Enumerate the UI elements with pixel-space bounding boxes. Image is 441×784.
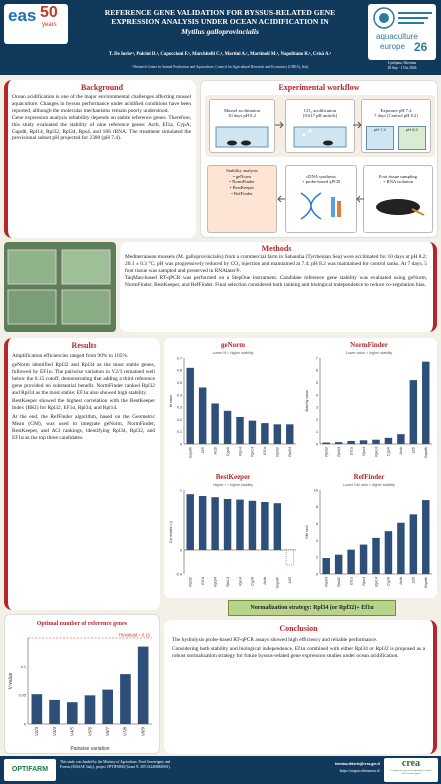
bar [249,421,256,444]
x-tick-label: V5/6 [87,727,93,737]
x-tick-label: Ef1a [200,577,205,585]
bar [322,558,329,574]
title-line-2: EXPRESSION ANALYSIS UNDER OCEAN ACIDIFICATION IN [111,17,329,27]
bar [236,417,243,444]
co2-tank-icon [290,125,350,149]
chart-title: Optimal number of reference genes [36,621,128,627]
bar [102,690,113,724]
crea-logo-sub: Consiglio per la ricerca in agricoltura e l'analisi dell'economia agraria [390,770,432,775]
stability-item-normfinder: • NormFinder [229,179,255,185]
y-axis-label: V-value [8,672,14,690]
bar [120,674,131,724]
y-tick-label: 0.3 [176,405,182,410]
x-tick-label: Ef1a [263,447,268,455]
y-axis-label: GM rank [305,525,309,539]
bestkeeper-chart [166,470,300,596]
y-tick-label: 6 [315,368,318,373]
bar [385,438,392,444]
y-axis-label: Correlation (r) [169,520,173,544]
bar [335,442,342,444]
x-tick-label: CypA [386,577,391,587]
affiliation: ¹ Research Centre in Animal Production and Aquaculture, Council for Agricultural Research and Economics (CREA), Italy [131,65,309,69]
x-tick-label: Actb [263,577,268,585]
bar [224,499,231,550]
background-paragraph-1: Ocean acidification is one of the major environmental challenges affecting mussel aquaculture. Changes in byssus performance under acidified conditions have been reported, although the molecular mechanisms remain poorly understood. [12,94,191,114]
x-axis-label: Pairwise variation [70,746,110,752]
bar [360,545,367,574]
tank-ph82: pH 8.2 [398,126,426,150]
x-tick-label: Rps4 [238,577,243,586]
aquaculture-europe-logo [368,4,436,60]
arrow-right-icon [275,121,285,129]
crea-logo-text: crea [401,758,421,769]
bar [410,514,417,574]
y-tick-label: 0.4 [176,393,182,398]
x-tick-label: Rpl32 [324,447,329,457]
workflow-step-exposure [361,99,431,153]
sampling-text: Foot tissue sampling + RNA isolation [378,173,418,185]
conclusion-paragraph-1: The hydrolysis probe-based RT-qPCR assays showed high efficiency and reliable performance. [172,637,378,643]
funding-note: This study was funded by the Ministry of Agriculture, Food Sovereignty and Forests (MASAF, Italy), project OPTIFARM (Grant N. 20T1A2400000001). [60,760,171,769]
arrow-left-icon [277,195,285,203]
conclusion-panel [164,620,437,754]
y-tick-label: 10 [313,488,318,493]
y-tick-label: 3 [315,405,318,410]
optifarm-logo: OPTIFARM [4,759,56,781]
bar [261,502,268,550]
y-axis-label: Stability value [305,389,309,413]
bar [286,550,293,565]
chart-title: BestKeeper [215,473,251,481]
x-tick-label: 18S [411,577,416,584]
y-tick-label: 0 [179,548,182,553]
x-tick-label: Rpl14 [374,577,379,587]
y-tick-label: 7 [315,356,318,361]
bar [138,647,149,724]
y-tick-label: 8 [315,505,318,510]
x-tick-label: Actb [399,577,404,585]
bar [397,523,404,574]
venue-dates: 28 Sep - 1 Oct 2026 [387,65,417,70]
contact-email[interactable]: teresina.deiorio@crea.gov.it [334,762,380,766]
reffinder-chart [302,470,436,596]
bar [385,531,392,574]
results-panel [4,338,160,610]
y-tick-label: 2 [315,417,318,422]
bar [211,403,218,444]
aquarium-photo-icon [4,242,116,332]
x-tick-label: CypA [386,447,391,457]
x-tick-label: Rpl34 [213,577,218,587]
bar [85,695,96,724]
venue-place: Ljubljana, Slovenia [387,61,417,65]
x-tick-label: Rpl34 [324,577,329,587]
y-tick-label: 1 [179,488,182,493]
footer-contacts [270,762,380,773]
x-tick-label: Rps4 [361,577,366,586]
tank-ph74: pH 7.4 [366,126,394,150]
y-tick-label: 5 [315,380,318,385]
bar [372,440,379,444]
stability-title: Stability analysis [226,168,258,173]
workflow-step-acclimation [209,99,275,153]
x-tick-label: Ef1a [349,577,354,585]
venue [370,61,434,70]
y-tick-label: 0.7 [176,356,182,361]
crea-logo [384,758,438,782]
authors: T. De Iorio¹², Pulcini D.¹, Capoccioni F.¹, Marchitelli C.¹, Martini A.¹, Martinoli M.¹, Napolitano R.¹, Crisà A.¹ [108,52,332,57]
bar [322,443,329,444]
bar [335,555,342,574]
bar [410,380,417,444]
x-tick-label: 18S [200,447,205,454]
x-tick-label: Gapdh [275,577,280,589]
arrow-left-icon [356,195,364,203]
y-tick-label: 4 [315,393,318,398]
x-tick-label: V4/5 [69,727,75,737]
eas-logo-text: eas [8,6,37,25]
x-tick-label: CypA [225,447,230,457]
y-tick-label: 1 [315,430,318,435]
x-tick-label: V6/7 [105,727,111,737]
x-tick-label: Rpl14 [250,447,255,457]
x-tick-label: Rpl32 [275,447,280,457]
workflow-step-sampling [363,165,433,233]
contact-url[interactable]: https://acquacolturacrea.it/ [339,769,380,773]
methods-panel [120,242,437,332]
bar [347,441,354,444]
chart-subtitle: Lower M = higher stability [212,351,254,355]
chart-subtitle: Lower GM rank = higher stability [343,483,395,487]
x-tick-label: Rpl14 [225,577,230,587]
threshold-label: Threshold = 0.15 [118,632,150,638]
x-tick-label: Rpl32 [188,577,193,587]
x-tick-label: Rpl32 [336,577,341,587]
workflow-step-acclimation-text: Mussel acclimation 10 days pH 8.2 [224,107,260,119]
y-tick-label: 0 [179,442,182,447]
x-tick-label: Rpl34 [288,447,293,457]
chart-subtitle: Lower value = higher stability [345,351,393,355]
bar [360,440,367,444]
x-tick-label: 18S [411,447,416,454]
x-tick-label: Rps4 [238,447,243,456]
workflow-step-exposure-text: Exposure pH 7.4 7 days [Control pH 8.2] [374,107,418,119]
y-tick-label: 0.6 [176,368,182,373]
y-tick-label: 0.1 [176,430,182,435]
eas-logo [4,4,68,44]
pairwise-variation-chart [6,616,158,752]
genorm-chart [166,338,300,468]
normfinder-chart [302,338,436,468]
y-tick-label: -0.4 [175,572,182,577]
conclusion-paragraph-2: Considering both stability and biological independence, Ef1α combined with either Rpl34 or Rpl32 is proposed as a robust normalization strategy for future byssus-related gene expression studies under ocean acidification. [172,645,425,659]
x-tick-label: Gapdh [424,577,429,589]
y-tick-label: 0.2 [176,417,182,422]
ae-logo-line1: aquaculture [376,32,418,41]
y-tick-label: 0.5 [176,380,182,385]
chart-title: RefFinder [353,473,385,481]
stability-item-genorm: • geNorm [233,173,251,179]
results-paragraph-1: Amplification efficiencies ranged from 90% to 105%. [12,353,129,359]
bar [236,500,243,550]
x-tick-label: V2/3 [34,727,40,737]
bar [211,497,218,550]
tank-photo [4,242,116,332]
bar [199,387,206,444]
workflow-step-stability [207,165,277,233]
stability-item-bestkeeper: • BestKeeper [229,185,255,191]
conference-seal-icon [370,6,434,30]
workflow-title: Experimental workflow [278,83,360,92]
y-axis-label: M value [169,394,173,408]
x-tick-label: Ef1a [349,447,354,455]
y-tick-label: 0.05 [18,693,26,698]
x-tick-label: Rpl34 [336,447,341,457]
bar [422,500,429,574]
chart-title: NormFinder [350,341,388,349]
bar [274,503,281,550]
normalization-strategy: Normalization strategy: Rpl34 (or Rpl32)+ Ef1α [228,600,396,616]
background-paragraph-2: Gene expression analysis reliability depends on stable reference genes. Therefore, this study evaluated the stability of nine reference genes: Actb, Ef1a, CypA, Gapdh, Rpl14, Rpl32, Rpl34, Rps4, and 18S rRNA. The treatment simulated the provisional subset pH projected for 2300 (pH 7.4). [12,114,191,142]
y-tick-label: 4 [315,538,318,543]
x-tick-label: Actb [213,447,218,455]
title-species: Mytilus galloprovincialis [181,26,259,36]
background-title: Background [80,83,124,92]
x-tick-label: Gapdh [424,447,429,459]
x-tick-label: Gapdh [188,447,193,459]
bar [67,702,78,724]
eas-logo-number: 50 [40,4,58,21]
methods-paragraph-2: TaqMan-based RT-qPCR was performed on a StepOne instrument. Candidate reference gene stability was evaluated using geNorm, NormFinder, BestKeeper, and RefFinder. Final selection considered both ranking and biological independence to reduce co-regulation bias. [125,274,427,288]
eas-logo-sub: years [42,22,57,28]
poster-title [80,8,360,36]
x-tick-label: V8/9 [140,727,146,737]
x-tick-label: Rps4 [361,447,366,456]
results-title: Results [71,341,97,350]
bar [32,694,43,724]
x-tick-label: CypA [250,577,255,587]
chart-subtitle: Higher r = higher stability [213,483,253,487]
conclusion-title: Conclusion [279,624,318,633]
y-tick-label: 2 [315,555,318,560]
x-tick-label: V3/4 [51,727,57,737]
x-tick-label: Actb [399,447,404,455]
results-paragraph-4: At the end, the RefFinder algorithm, based on the Geometric Mean (GM), was used to integrate geNorm, NormFinder, BestKeeper, and ΔCt rankings, identifying Rpl34, Rpl32, and EF1α as the top three candidates. [12,414,155,441]
bar [261,423,268,444]
bar [422,362,429,444]
y-tick-label: 0 [23,722,26,727]
mussel-icon [368,191,428,221]
results-paragraph-2: geNorm identified Rpl32 and Rpl34 as the most stable genes, followed by EF1α. The pairwise variation in V2/3 remained well below the 0.15 cutoff, demonstrating that adding a third reference gene provided no substantial benefit. NormFinder ranked Rpl32 and Rpl34 as the most stable; EF1α also showed high stability. [12,361,155,396]
qpcr-text: cDNA synthesis + probe-based qPCR [301,173,341,185]
stability-item-reffinder: • RefFinder [231,190,253,196]
workflow-step-qpcr [285,165,357,233]
bar [372,538,379,574]
methods-paragraph-1: Mediterranean mussels (M. galloprovincialis) from a commercial farm in Sabaudia (Tyrrhenian Sea) were acclimated for 10 days at pH 8.2; 20.1 ± 0.3 °C; pH was progressively reduced by CO₂ injection and maintained at 7.4; pH 8.2 was maintained for control tanks. At 7 days, 5 foot tissue was sampled and preserved in RNAlater®. [125,254,427,274]
workflow-step-acidification-text: CO₂ acidification [0.017 pH units/h] [303,107,337,119]
bar [224,411,231,444]
background-panel [4,80,196,238]
bar [397,434,404,444]
bar [274,424,281,444]
dna-icon [291,191,351,221]
aquarium-tank-icon [212,125,272,149]
title-line-1: REFERENCE GENE VALIDATION FOR BYSSUS-RELATED GENE [104,8,336,17]
x-tick-label: 18S [288,577,293,584]
bar [199,496,206,550]
ae-logo-number: 26 [414,40,428,54]
y-tick-label: 0 [315,442,318,447]
bar [347,550,354,574]
y-tick-label: 0 [315,572,318,577]
methods-title: Methods [261,244,292,253]
workflow-panel [200,80,438,238]
y-tick-label: 0.1 [20,665,26,670]
x-tick-label: V7/8 [122,727,128,737]
bar [249,501,256,550]
bar [49,700,60,724]
bar [186,494,193,550]
bar [186,368,193,444]
workflow-step-acidification [285,99,355,153]
results-paragraph-3: BestKeeper showed the highest correlation with the BestKeeper Index (BKI) for Rpl32, EF1α, Rpl34, and Rpl14. [12,398,155,412]
ae-logo-line2: europe [380,42,405,51]
chart-title: geNorm [220,341,246,349]
y-tick-label: 6 [315,522,318,526]
x-tick-label: Rpl14 [374,447,379,457]
bar [286,424,293,444]
arrow-right-icon [353,121,363,129]
